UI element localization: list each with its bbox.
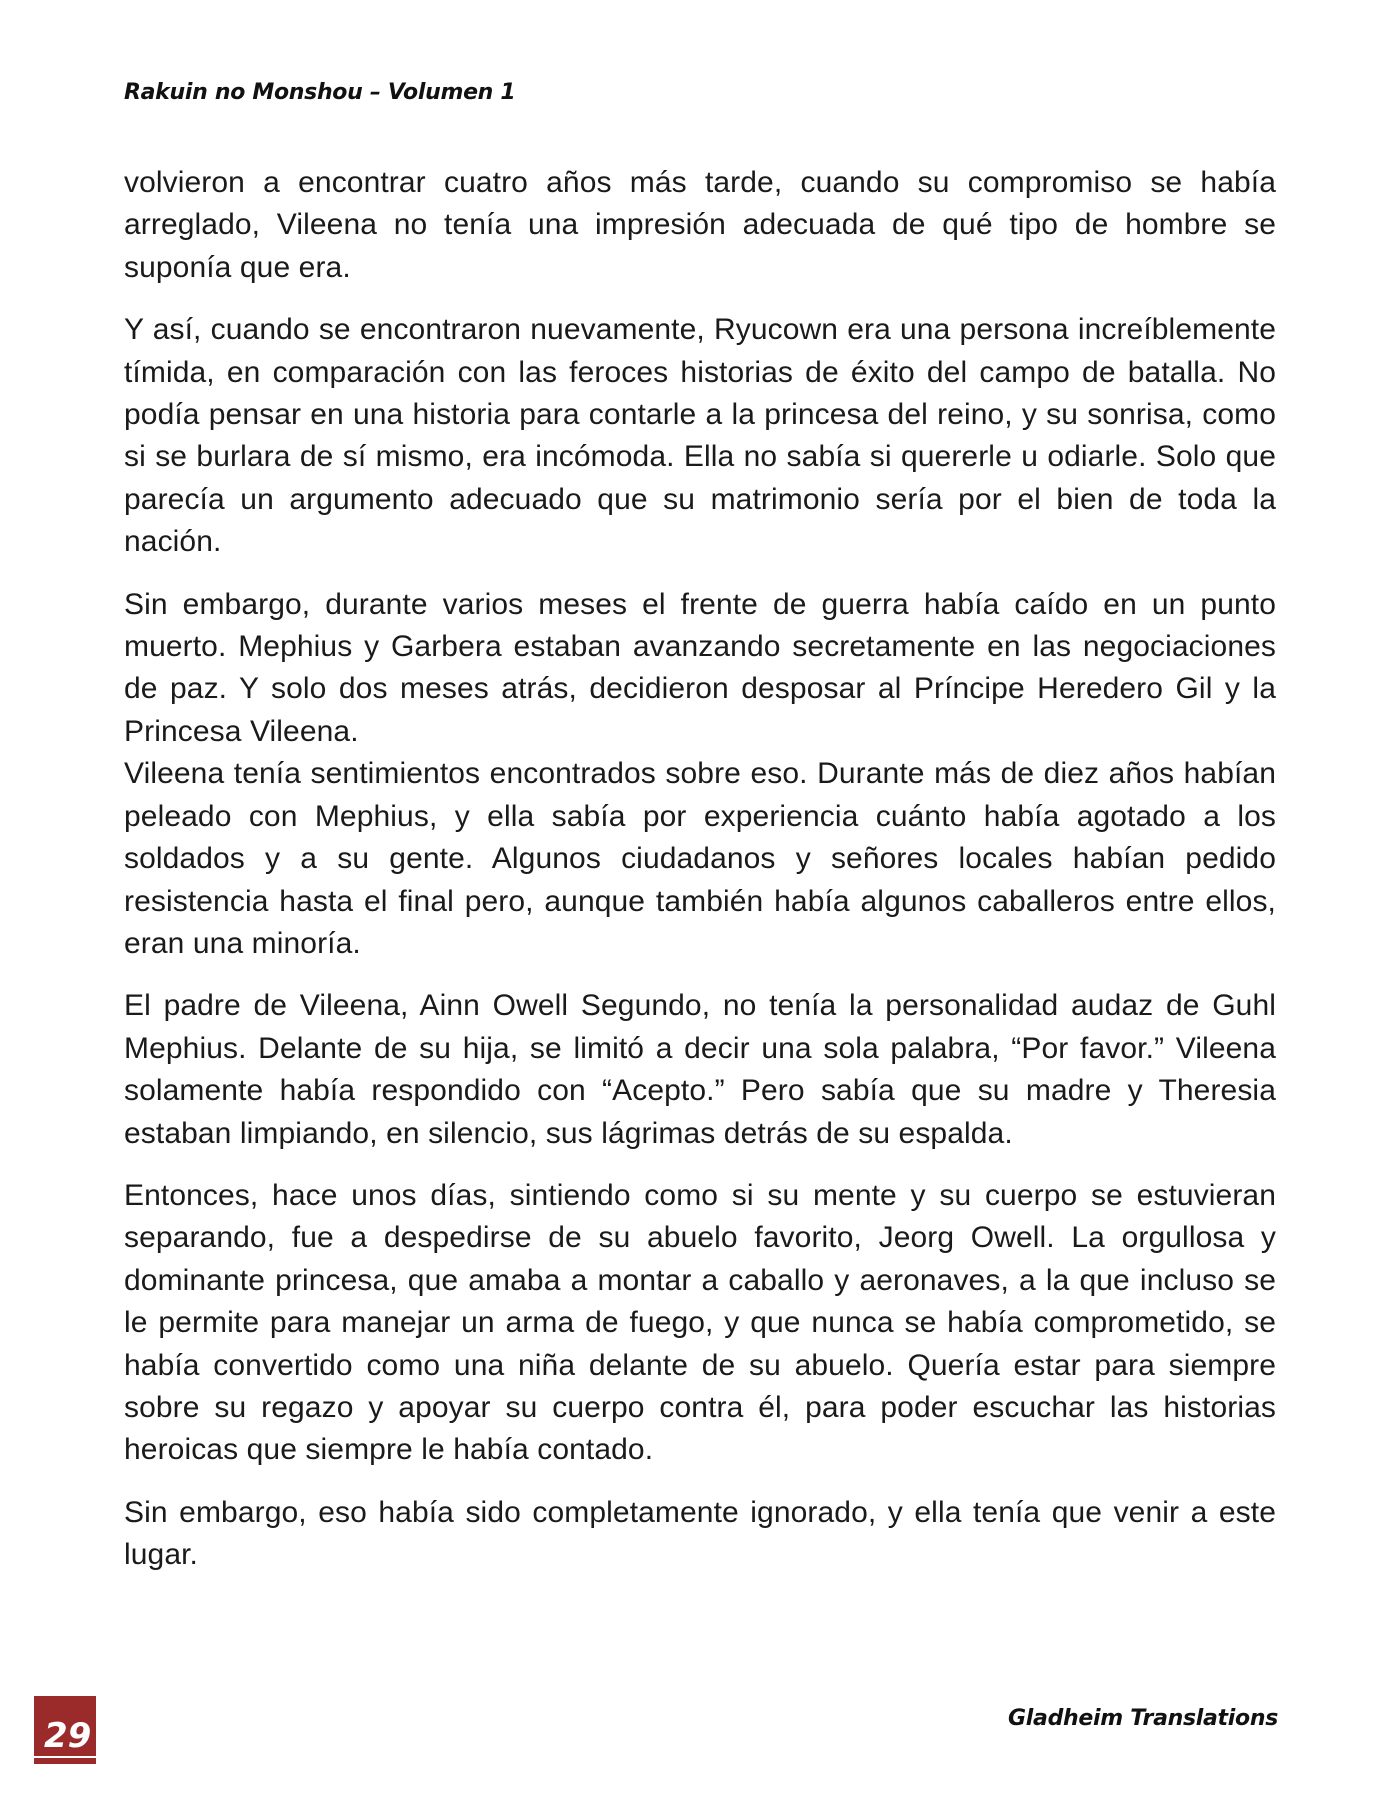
paragraph-3: Sin embargo, durante varios meses el frente de guerra había caído en un punto muerto. Mephius y Garbera estaban avanzando secretamente en las negociaciones de paz. Y solo dos meses atrás, decidieron desposar al Príncipe Heredero Gil y la Princesa Vileena. [124,587,1276,748]
page-number-box [34,1696,96,1764]
paragraph-6: Entonces, hace unos días, sintiendo como si su mente y su cuerpo se estuvieran separando, fue a despedirse de su abuelo favorito, Jeorg Owell. La orgullosa y dominante princesa, que amaba a montar a caballo y aeronaves, a la que incluso se le permite para manejar un arma de fuego, y que nunca se había comprometido, se había convertido como una niña delante de su abuelo. Quería estar para siempre sobre su regazo y apoyar su cuerpo contra él, para poder escuchar las historias heroicas que siempre le había contado. [124,1178,1276,1467]
body-text [124,162,1276,1577]
paragraph-2: Y así, cuando se encontraron nuevamente, Ryucown era una persona increíblemente tímida, en comparación con las feroces historias de éxito del campo de batalla. No podía pensar en una historia para contarle a la princesa del reino, y su sonrisa, como si se burlara de sí mismo, era incómoda. Ella no sabía si quererle u odiarle. Solo que parecía un argumento adecuado que su matrimonio sería por el bien de toda la nación. [124,313,1276,559]
paragraph-4: Vileena tenía sentimientos encontrados sobre eso. Durante más de diez años habían peleado con Mephius, y ella sabía por experiencia cuánto había agotado a los soldados y a su gente. Algunos ciudadanos y señores locales habían pedido resistencia hasta el final pero, aunque también había algunos caballeros entre ellos, eran una minoría. [124,757,1276,960]
page-number: 29 [44,1716,92,1756]
running-header: Rakuin no Monshou – Volumen 1 [124,80,516,105]
paragraph-5: El padre de Vileena, Ainn Owell Segundo, no tenía la personalidad audaz de Guhl Mephius. Delante de su hija, se limitó a decir una sola palabra, “Por favor.” Vileena solamente había respondido con “Acepto.” Pero sabía que su madre y Theresia estaban limpiando, en silencio, sus lágrimas detrás de su espalda. [124,989,1276,1150]
paragraph-7: Sin embargo, eso había sido completamente ignorado, y ella tenía que venir a este lugar. [124,1495,1276,1572]
page-number-underline [34,1756,96,1758]
footer-credit: Gladheim Translations [1008,1706,1278,1731]
paragraph-1: volvieron a encontrar cuatro años más tarde, cuando su compromiso se había arreglado, Vileena no tenía una impresión adecuada de qué tipo de hombre se suponía que era. [124,166,1276,284]
